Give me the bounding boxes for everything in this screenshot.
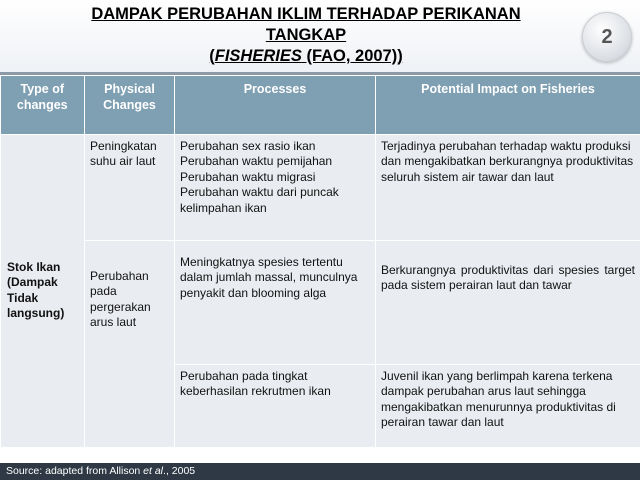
table-row — [1, 134, 640, 240]
physical-change-text: Perubahan pada pergerakan arus laut — [90, 268, 151, 329]
process-item: Perubahan pada tingkat keberhasilan rekrutmen ikan — [180, 368, 331, 398]
process-item: Perubahan waktu dari puncak kelimpahan ikan — [180, 185, 339, 215]
table-header-row — [1, 76, 640, 134]
process-item: Perubahan sex rasio ikan — [180, 138, 316, 153]
process-item: Meningkatnya spesies tertentu dalam jumlah massal, munculnya penyakit dan blooming alga — [180, 254, 358, 300]
slide-title — [18, 4, 594, 67]
title-area — [0, 0, 640, 74]
header-physical-changes: Physical Changes — [85, 76, 175, 134]
header-potential-impact: Potential Impact on Fisheries — [376, 76, 640, 134]
impact-cell — [376, 240, 640, 364]
type-of-change-cell: Stok Ikan (Dampak Tidak langsung) — [1, 134, 85, 447]
header-type-of-changes: Type of changes — [1, 76, 85, 134]
physical-change-cell: Peningkatan suhu air laut — [85, 134, 175, 240]
physical-change-cell — [85, 240, 175, 447]
processes-cell — [175, 240, 376, 364]
process-item: Perubahan waktu pemijahan — [180, 154, 333, 168]
header-processes: Processes — [175, 76, 376, 134]
processes-cell — [175, 134, 376, 240]
process-item: Perubahan waktu migrasi — [180, 169, 316, 184]
title-divider — [0, 72, 640, 75]
impact-cell: Juvenil ikan yang berlimpah karena terkena dampak perubahan arus laut sehingga mengakibatkan menurunnya produktivitas di perairan tawar dan laut — [376, 364, 640, 447]
title-line-1: DAMPAK PERUBAHAN IKLIM TERHADAP PERIKANAN — [91, 5, 521, 23]
impact-cell: Terjadinya perubahan terhadap waktu produksi dan mengakibatkan berkurangnya produktivitas seluruh sistem air tawar dan laut — [376, 134, 640, 240]
processes-cell — [175, 364, 376, 447]
page-number-badge: 2 — [582, 12, 632, 62]
impact-table — [0, 76, 640, 448]
source-footer — [0, 463, 640, 480]
table-row — [1, 240, 640, 364]
title-fao: (FAO, 2007) — [301, 47, 398, 65]
title-line-2: TANGKAP — [265, 26, 347, 44]
source-text: Source: adapted from Allison et al., 2005 — [6, 465, 196, 477]
title-fisheries: FISHERIES — [214, 47, 302, 65]
impact-text: Berkurangnya produktivitas dari spesies target pada sistem perairan laut dan tawar — [381, 262, 635, 292]
title-line-3: (FISHERIES (FAO, 2007)) — [209, 47, 403, 65]
